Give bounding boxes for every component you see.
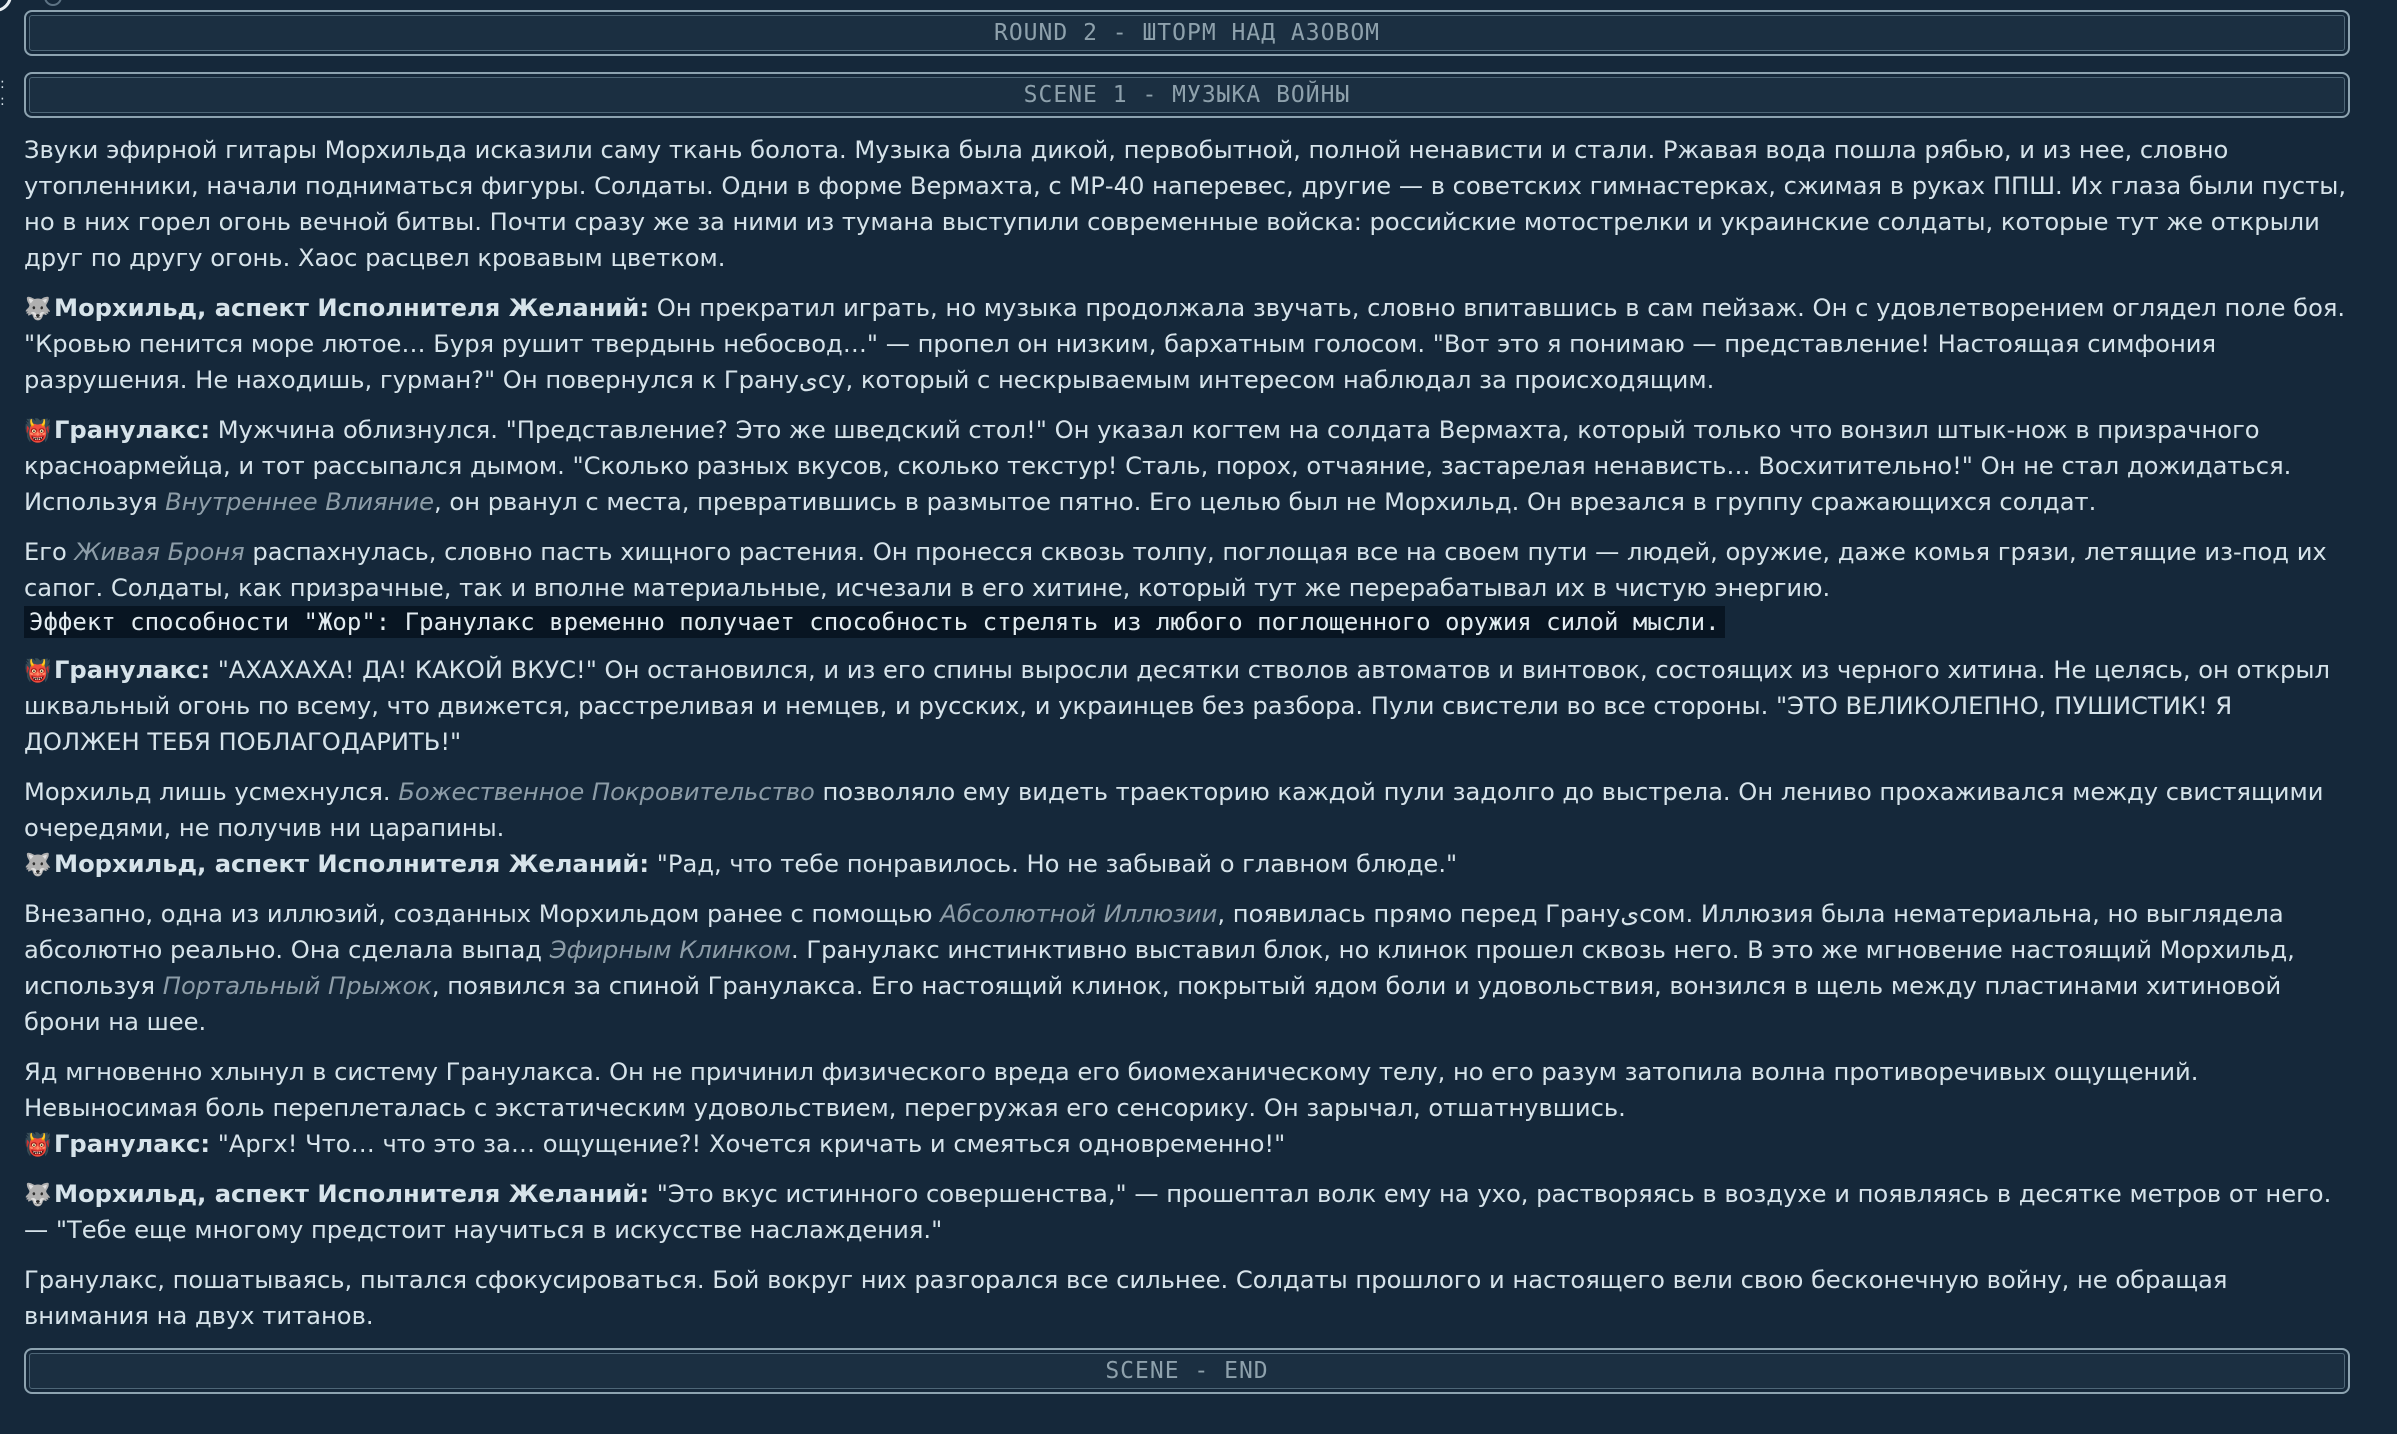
left-edge-marks: : : xyxy=(0,76,5,109)
ability-effect-line: Эффект способности "Жор": Гранулакс временно получает способность стрелять из любого поглощенного оружия силой мысли. xyxy=(24,606,1725,638)
dialogue-text: "АХАХАХА! ДА! КАКОЙ ВКУС!" Он остановился, и из его спины выросли десятки стволов автоматов и винтовок, состоящих из черного хитина. Не целясь, он открыл шквальный огонь по всему, что движется, расстреливая и немцев, и русских, и украинцев без разбора. Пули свистели во все стороны. "ЭТО ВЕЛИКОЛЕПНО, ПУШИСТИК! Я ДОЛЖЕН ТЕБЯ ПОБЛАГОДАРИТЬ!" xyxy=(24,656,2330,756)
dialogue-text: "Это вкус истинного совершенства," — прошептал волк ему на ухо, растворяясь в воздухе и появляясь в десятке метров от него. — "Тебе еще многому предстоит научиться в искусстве наслаждения." xyxy=(24,1180,2332,1244)
dialogue-text: Мужчина облизнулся. "Представление? Это же шведский стол!" Он указал когтем на солдата Вермахта, который только что вонзил штык-нож в призрачного красноармейца, и тот рассыпался дымом. "Сколько разных вкусов, сколько текстур! Сталь, порох, отчаяние, застарелая ненависть… Восхитительно!" Он не стал дожидаться. Используя xyxy=(24,416,2292,516)
narration-text: , появился за спиной Гранулакса. Его настоящий клинок, покрытый ядом боли и удовольствия, вонзился в щель между пластинами хитиновой брони на шее. xyxy=(24,972,2282,1036)
demon-icon: 👹 xyxy=(24,659,52,684)
corner-dot-icon xyxy=(44,0,62,6)
narration-text: Внезапно, одна из иллюзий, созданных Морхильдом ранее с помощью xyxy=(24,900,941,928)
ability-name: Живая Броня xyxy=(74,538,245,566)
narration-text: Его xyxy=(24,538,75,566)
effect-block xyxy=(24,606,2350,652)
dialogue-text: Он прекратил играть, но музыка продолжала звучать, словно впитавшись в сам пейзаж. Он с удовлетворением оглядел поле боя. "Кровью пенится море лютое… Буря рушит твердынь небосвод…" — пропел он низким, бархатным голосом. "Вот это я понимаю — представление! Настоящая симфония разрушения. Не находишь, гурман?" Он повернулся к Грануیсу, который с нескрываемым интересом наблюдал за происходящим. xyxy=(24,294,2346,394)
story-log xyxy=(24,10,2350,1394)
narration-paragraph-2 xyxy=(24,534,2350,606)
dialogue-granulaks-1 xyxy=(24,412,2350,520)
narration-paragraph-4 xyxy=(24,896,2350,1040)
narration-text: , появилась прямо перед Грануیсом. Иллюзия была нематериальна, но выглядела абсолютно реально. Она сделала выпад xyxy=(24,900,2284,964)
narration-paragraph-5: Яд мгновенно хлынул в систему Гранулакса. Он не причинил физического вреда его биомеханическому телу, но его разум затопила волна противоречивых ощущений. Невыносимая боль переплеталась с экстатическим удовольствием, перегружая его сенсорику. Он зарычал, отшатнувшись. xyxy=(24,1058,2199,1122)
dialogue-granulaks-2 xyxy=(24,652,2350,760)
ability-name: Портальный Прыжок xyxy=(162,972,432,1000)
dialogue-morkhild-1 xyxy=(24,290,2350,398)
dialogue-morkhild-2 xyxy=(24,846,2350,882)
narration-text: распахнулась, словно пасть хищного растения. Он пронесся сквозь толпу, поглощая все на своем пути — людей, оружие, даже комья грязи, летящие из-под их сапог. Солдаты, как призрачные, так и вполне материальные, исчезали в его хитине, который тут же перерабатывал их в чистую энергию. xyxy=(24,538,2327,602)
corner-ring-icon xyxy=(0,0,12,12)
speaker-name: Морхильд, аспект Исполнителя Желаний: xyxy=(54,294,650,322)
narration-paragraph-3 xyxy=(24,774,2350,846)
dialogue-text: , он рванул с места, превратившись в размытое пятно. Его целью был не Морхильд. Он врезался в группу сражающихся солдат. xyxy=(434,488,2097,516)
ability-name: Божественное Покровительство xyxy=(398,778,815,806)
ability-name: Абсолютной Иллюзии xyxy=(940,900,1218,928)
dialogue-morkhild-3 xyxy=(24,1176,2350,1248)
wolf-icon: 🐺 xyxy=(24,853,52,878)
speaker-name: Морхильд, аспект Исполнителя Желаний: xyxy=(54,850,650,878)
round-banner: ROUND 2 - ШТОРМ НАД АЗОВОМ xyxy=(24,10,2350,56)
narration-text: . Гранулакс инстинктивно выставил блок, но клинок прошел сквозь него. В это же мгновение настоящий Морхильд, используя xyxy=(24,936,2295,1000)
wolf-icon: 🐺 xyxy=(24,297,52,322)
scene-banner: SCENE 1 - МУЗЫКА ВОЙНЫ xyxy=(24,72,2350,118)
speaker-name: Гранулакс: xyxy=(54,656,210,684)
demon-icon: 👹 xyxy=(24,1133,52,1158)
dialogue-text: "Рад, что тебе понравилось. Но не забывай о главном блюде." xyxy=(649,850,1458,878)
ability-name: Эфирным Клинком xyxy=(549,936,792,964)
narration-paragraph-6: Гранулакс, пошатываясь, пытался сфокусироваться. Бой вокруг них разгорался все сильнее. Солдаты прошлого и настоящего вели свою бесконечную войну, не обращая внимания на двух титанов. xyxy=(24,1266,2228,1330)
scene-end-banner: SCENE - END xyxy=(24,1348,2350,1394)
speaker-name: Морхильд, аспект Исполнителя Желаний: xyxy=(54,1180,650,1208)
narration-paragraph-1: Звуки эфирной гитары Морхильда исказили саму ткань болота. Музыка была дикой, первобытной, полной ненависти и стали. Ржавая вода пошла рябью, и из нее, словно утопленники, начали подниматься фигуры. Солдаты. Одни в форме Вермахта, с МР-40 наперевес, другие — в советских гимнастерках, сжимая в руках ППШ. Их глаза были пусты, но в них горел огонь вечной битвы. Почти сразу же за ними из тумана выступили современные войска: российские мотострелки и украинские солдаты, которые тут же открыли друг по другу огонь. Хаос расцвел кровавым цветком. xyxy=(24,136,2347,272)
dialogue-granulaks-3 xyxy=(24,1126,2350,1162)
ability-name: Внутреннее Влияние xyxy=(165,488,435,516)
demon-icon: 👹 xyxy=(24,419,52,444)
narration-text: Морхильд лишь усмехнулся. xyxy=(24,778,399,806)
wolf-icon: 🐺 xyxy=(24,1183,52,1208)
narration-text: позволяло ему видеть траекторию каждой пули задолго до выстрела. Он лениво прохаживался между свистящими очередями, не получив ни царапины. xyxy=(24,778,2324,842)
speaker-name: Гранулакс: xyxy=(54,416,210,444)
dialogue-text: "Аргх! Что… что это за… ощущение?! Хочется кричать и смеяться одновременно!" xyxy=(210,1130,1286,1158)
speaker-name: Гранулакс: xyxy=(54,1130,210,1158)
